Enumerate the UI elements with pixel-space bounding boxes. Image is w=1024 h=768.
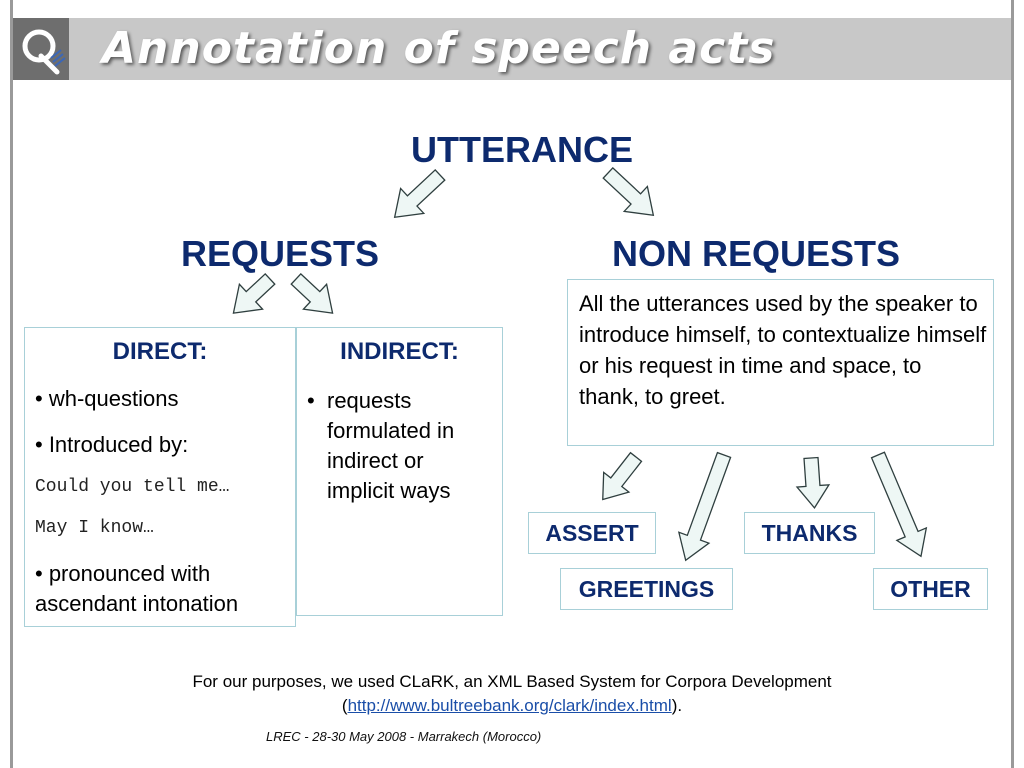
indirect-item-text: requests formulated in indirect or implicit ways bbox=[327, 388, 455, 503]
non-requests-description: All the utterances used by the speaker to introduce himself, to contextualize himself or his request in time and space, to thank, to greet. bbox=[579, 291, 987, 409]
paren-close: ). bbox=[671, 696, 683, 715]
direct-item-wh: • wh-questions bbox=[35, 386, 179, 411]
direct-item-introduced: • Introduced by: bbox=[35, 432, 189, 457]
non-requests-desc-box bbox=[567, 279, 994, 446]
arrow-requests-to-direct bbox=[222, 267, 282, 326]
category-other: OTHER bbox=[873, 568, 988, 610]
footer-line: For our purposes, we used CLaRK, an XML Based System for Corpora Development bbox=[192, 672, 832, 691]
clark-link[interactable]: http://www.bultreebank.org/clark/index.html bbox=[347, 696, 672, 715]
category-greetings: GREETINGS bbox=[560, 568, 733, 610]
direct-item-intonation: • pronounced with ascendant intonation bbox=[35, 561, 239, 616]
utterance-heading: UTTERANCE bbox=[411, 129, 633, 170]
paren-open: ( bbox=[341, 696, 348, 715]
conference-date: LREC - 28-30 May 2008 - Marrakech (Morocco) bbox=[266, 729, 542, 744]
direct-box bbox=[24, 327, 296, 627]
indirect-bullet: • bbox=[307, 388, 315, 413]
indirect-box bbox=[296, 327, 503, 616]
page-title: Annotation of speech acts bbox=[102, 23, 776, 74]
category-thanks: THANKS bbox=[744, 512, 875, 554]
category-assert: ASSERT bbox=[528, 512, 656, 554]
direct-title: DIRECT: bbox=[112, 338, 208, 365]
direct-example-1: Could you tell me… bbox=[35, 477, 230, 497]
arrow-to-thanks bbox=[795, 457, 830, 509]
non-requests-heading: NON REQUESTS bbox=[612, 233, 901, 274]
arrow-requests-to-indirect bbox=[284, 267, 344, 326]
requests-heading: REQUESTS bbox=[181, 233, 380, 274]
arrow-utterance-to-requests bbox=[383, 163, 452, 230]
direct-example-2: May I know… bbox=[35, 518, 154, 538]
footer-link-line bbox=[0, 696, 1024, 716]
indirect-item bbox=[307, 386, 492, 506]
arrow-to-assert bbox=[590, 447, 648, 509]
indirect-title: INDIRECT: bbox=[340, 338, 459, 365]
arrow-to-greetings bbox=[671, 450, 739, 566]
